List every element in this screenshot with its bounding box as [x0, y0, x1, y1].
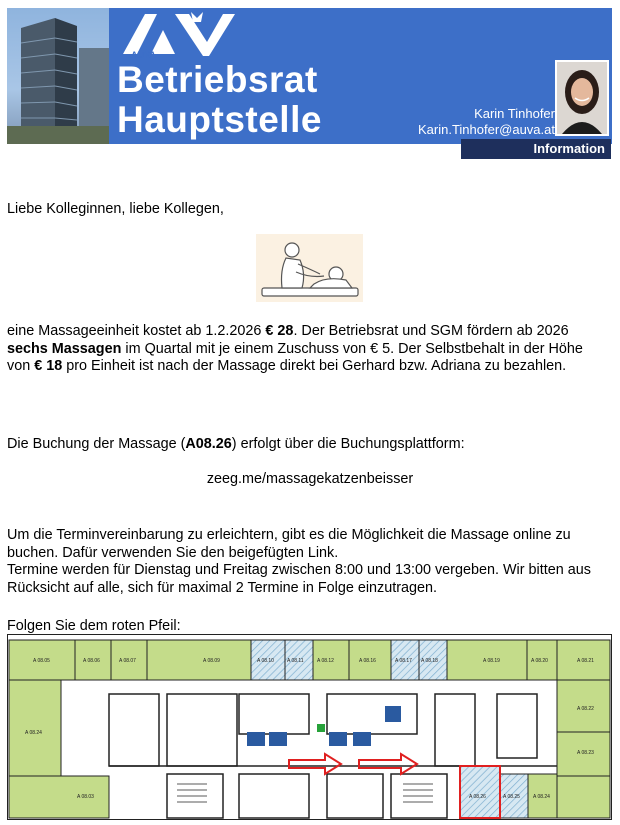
svg-text:A 08.03: A 08.03	[77, 794, 94, 800]
svg-text:A 08.24: A 08.24	[533, 794, 550, 800]
auva-logo	[117, 10, 237, 65]
svg-text:A 08.11: A 08.11	[287, 658, 304, 664]
svg-text:A 08.17: A 08.17	[395, 658, 412, 664]
room-number: A08.26	[185, 436, 232, 452]
massage-count: sechs Massagen	[7, 340, 122, 357]
svg-text:A 08.19: A 08.19	[483, 658, 500, 664]
massage-illustration	[256, 234, 363, 302]
svg-text:A 08.25: A 08.25	[503, 794, 520, 800]
price-value: € 28	[265, 323, 294, 339]
svg-text:A 08.26: A 08.26	[469, 794, 486, 800]
booking-link[interactable]: zeeg.me/massagekatzenbeisser	[206, 471, 414, 487]
contact-portrait	[555, 60, 609, 136]
title-line-2: Hauptstelle	[117, 99, 322, 140]
floor-plan	[7, 634, 612, 820]
instructions-paragraph: Um die Terminvereinbarung zu erleichtern, gibt es die Möglichkeit die Massage online zu buchen. Dafür verwenden Sie den beigefügten Link. Termine werden für Dienstag und Freitag zwischen 8:00 und 13:00 vergeben. Wir bitten aus Rücksicht auf alle, sich für maximal 2 Termine in Folge einzutragen.	[7, 527, 591, 596]
svg-text:A 08.20: A 08.20	[531, 658, 548, 664]
svg-text:A 08.06: A 08.06	[83, 658, 100, 664]
booking-line: Die Buchung der Massage (A08.26) erfolgt über die Buchungsplattform:	[7, 436, 465, 452]
svg-text:A 08.10: A 08.10	[257, 658, 274, 664]
title-line-1: Betriebsrat	[117, 59, 318, 100]
svg-text:A 08.18: A 08.18	[421, 658, 438, 664]
svg-text:A 08.22: A 08.22	[577, 706, 594, 712]
svg-text:A 08.21: A 08.21	[577, 658, 594, 664]
svg-text:A 08.12: A 08.12	[317, 658, 334, 664]
logo-text: AUVA	[131, 50, 156, 60]
follow-arrow-text: Folgen Sie dem roten Pfeil:	[7, 618, 181, 634]
price-paragraph: eine Massageeinheit kostet ab 1.2.2026 € 28. Der Betriebsrat und SGM fördern ab 2026 sechs Massagen im Quartal mit je einem Zuschuss von € 5. Der Selbstbehalt in der Höhe von € 18 pro Einheit ist nach der Massage direkt bei Gerhard bzw. Adriana zu bezahlen.	[7, 323, 583, 374]
svg-text:A 08.05: A 08.05	[33, 658, 50, 664]
greeting: Liebe Kolleginnen, liebe Kollegen,	[7, 201, 224, 217]
contact-email[interactable]: Karin.Tinhofer@auva.at	[417, 122, 555, 137]
self-payment: € 18	[34, 358, 63, 374]
svg-text:A 08.16: A 08.16	[359, 658, 376, 664]
office-tower-photo	[7, 8, 109, 144]
header-banner	[7, 8, 612, 144]
svg-text:A 08.24: A 08.24	[25, 730, 42, 736]
svg-text:A 08.23: A 08.23	[577, 750, 594, 756]
svg-text:A 08.09: A 08.09	[203, 658, 220, 664]
svg-text:A 08.07: A 08.07	[119, 658, 136, 664]
contact-name: Karin Tinhofer	[474, 106, 555, 121]
information-tag: Information	[461, 139, 611, 159]
